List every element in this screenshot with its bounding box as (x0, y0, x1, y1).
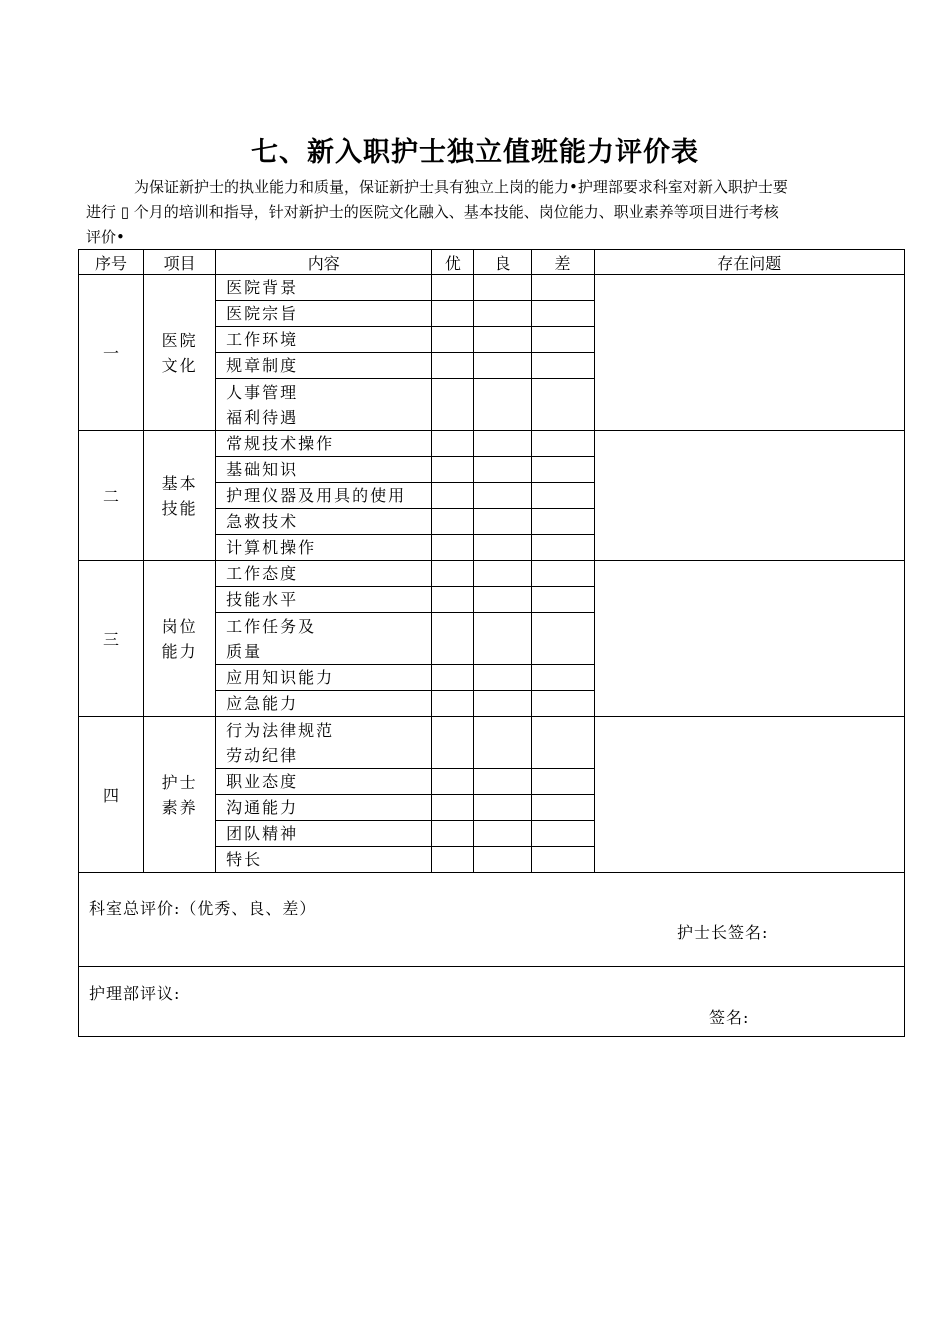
rating-poor-cell[interactable] (531, 587, 594, 613)
category-line-1: 医院 (161, 330, 198, 350)
rating-poor-cell[interactable] (531, 431, 594, 457)
category-line-1: 基本 (161, 473, 198, 493)
section-seq: 三 (79, 561, 144, 717)
rating-good-cell[interactable] (432, 587, 474, 613)
rating-fair-cell[interactable] (474, 613, 531, 665)
rating-fair-cell[interactable] (474, 665, 531, 691)
issues-cell[interactable] (594, 717, 904, 873)
header-seq: 序号 (79, 250, 144, 275)
rating-fair-cell[interactable] (474, 353, 531, 379)
category-line-1: 护士 (161, 772, 198, 792)
rating-fair-cell[interactable] (474, 561, 531, 587)
rating-good-cell[interactable] (432, 665, 474, 691)
content-item: 应用知识能力 (216, 665, 432, 691)
content-item: 特长 (216, 847, 432, 873)
content-line-1: 行为法律规范 (226, 720, 335, 740)
rating-poor-cell[interactable] (531, 535, 594, 561)
rating-poor-cell[interactable] (531, 769, 594, 795)
content-item: 常规技术操作 (216, 431, 432, 457)
header-issues: 存在问题 (594, 250, 904, 275)
rating-good-cell[interactable] (432, 301, 474, 327)
rating-fair-cell[interactable] (474, 483, 531, 509)
table-row (79, 275, 905, 301)
issues-cell[interactable] (594, 561, 904, 717)
header-content: 内容 (216, 250, 432, 275)
rating-poor-cell[interactable] (531, 327, 594, 353)
content-line-2: 质量 (226, 641, 263, 661)
rating-poor-cell[interactable] (531, 457, 594, 483)
table-row (79, 561, 905, 587)
content-line-1: 工作任务及 (226, 616, 317, 636)
table-header-row (79, 250, 905, 275)
issues-cell[interactable] (594, 431, 904, 561)
rating-fair-cell[interactable] (474, 795, 531, 821)
page-title: 七、新入职护士独立值班能力评价表 (251, 137, 699, 168)
rating-good-cell[interactable] (432, 691, 474, 717)
rating-good-cell[interactable] (432, 717, 474, 769)
header-poor: 差 (531, 250, 594, 275)
rating-poor-cell[interactable] (531, 483, 594, 509)
table-row (79, 717, 905, 769)
content-item: 护理仪器及用具的使用 (216, 483, 432, 509)
content-item: 团队精神 (216, 821, 432, 847)
rating-good-cell[interactable] (432, 821, 474, 847)
table-row (79, 431, 905, 457)
section-category (144, 561, 216, 717)
content-item: 规章制度 (216, 353, 432, 379)
content-item: 工作态度 (216, 561, 432, 587)
section-category (144, 275, 216, 431)
content-item: 工作环境 (216, 327, 432, 353)
rating-good-cell[interactable] (432, 795, 474, 821)
rating-fair-cell[interactable] (474, 327, 531, 353)
rating-fair-cell[interactable] (474, 431, 531, 457)
rating-poor-cell[interactable] (531, 717, 594, 769)
rating-fair-cell[interactable] (474, 379, 531, 431)
intro-line-2: 进行 ▯ 个月的培训和指导，针对新护士的医院文化融入、基本技能、岗位能力、职业素养等项目进行考核 (86, 203, 779, 221)
rating-poor-cell[interactable] (531, 795, 594, 821)
nursing-department-review-box[interactable] (78, 966, 905, 1037)
rating-fair-cell[interactable] (474, 535, 531, 561)
rating-good-cell[interactable] (432, 353, 474, 379)
rating-poor-cell[interactable] (531, 509, 594, 535)
rating-poor-cell[interactable] (531, 275, 594, 301)
rating-poor-cell[interactable] (531, 613, 594, 665)
rating-fair-cell[interactable] (474, 457, 531, 483)
rating-good-cell[interactable] (432, 327, 474, 353)
section-category (144, 431, 216, 561)
content-item (216, 379, 432, 431)
category-line-2: 能力 (161, 641, 198, 661)
content-item: 医院宗旨 (216, 301, 432, 327)
header-fair: 良 (474, 250, 531, 275)
rating-fair-cell[interactable] (474, 301, 531, 327)
issues-cell[interactable] (594, 275, 904, 431)
rating-fair-cell[interactable] (474, 691, 531, 717)
rating-fair-cell[interactable] (474, 717, 531, 769)
header-good: 优 (432, 250, 474, 275)
rating-poor-cell[interactable] (531, 821, 594, 847)
rating-poor-cell[interactable] (531, 665, 594, 691)
intro-line-1: 为保证新护士的执业能力和质量，保证新护士具有独立上岗的能力•护理部要求科室对新入职护士要 (134, 178, 788, 196)
rating-poor-cell[interactable] (531, 301, 594, 327)
rating-good-cell[interactable] (432, 535, 474, 561)
content-item: 技能水平 (216, 587, 432, 613)
content-item: 沟通能力 (216, 795, 432, 821)
content-item: 计算机操作 (216, 535, 432, 561)
rating-poor-cell[interactable] (531, 561, 594, 587)
content-item: 医院背景 (216, 275, 432, 301)
nursing-department-review-label: 护理部评议: (89, 984, 181, 1003)
intro-paragraph (86, 175, 876, 250)
content-line-2: 福利待遇 (226, 407, 299, 427)
section-seq: 四 (79, 717, 144, 873)
category-line-2: 技能 (161, 498, 198, 518)
rating-good-cell[interactable] (432, 561, 474, 587)
rating-good-cell[interactable] (432, 613, 474, 665)
rating-fair-cell[interactable] (474, 275, 531, 301)
content-line-2: 劳动纪律 (226, 745, 299, 765)
content-item (216, 613, 432, 665)
content-line-1: 人事管理 (226, 382, 299, 402)
header-project: 项目 (144, 250, 216, 275)
content-item: 基础知识 (216, 457, 432, 483)
section-category (144, 717, 216, 873)
category-line-1: 岗位 (161, 616, 198, 636)
rating-poor-cell[interactable] (531, 353, 594, 379)
rating-good-cell[interactable] (432, 769, 474, 795)
rating-fair-cell[interactable] (474, 821, 531, 847)
department-evaluation-box[interactable] (78, 869, 905, 967)
rating-good-cell[interactable] (432, 275, 474, 301)
rating-good-cell[interactable] (432, 509, 474, 535)
section-seq: 二 (79, 431, 144, 561)
rating-good-cell[interactable] (432, 431, 474, 457)
rating-fair-cell[interactable] (474, 509, 531, 535)
rating-good-cell[interactable] (432, 379, 474, 431)
intro-line-3: 评价• (86, 228, 125, 246)
content-item: 职业态度 (216, 769, 432, 795)
head-nurse-signature-label: 护士长签名: (677, 923, 769, 942)
evaluation-table (78, 249, 905, 873)
rating-fair-cell[interactable] (474, 769, 531, 795)
signature-label: 签名: (709, 1008, 750, 1027)
category-line-2: 素养 (161, 797, 198, 817)
department-evaluation-label: 科室总评价:（优秀、良、差） (89, 899, 317, 918)
rating-good-cell[interactable] (432, 457, 474, 483)
content-item: 应急能力 (216, 691, 432, 717)
rating-fair-cell[interactable] (474, 587, 531, 613)
rating-poor-cell[interactable] (531, 379, 594, 431)
content-item: 急救技术 (216, 509, 432, 535)
rating-poor-cell[interactable] (531, 691, 594, 717)
category-line-2: 文化 (161, 355, 198, 375)
section-seq: 一 (79, 275, 144, 431)
rating-good-cell[interactable] (432, 483, 474, 509)
content-item (216, 717, 432, 769)
